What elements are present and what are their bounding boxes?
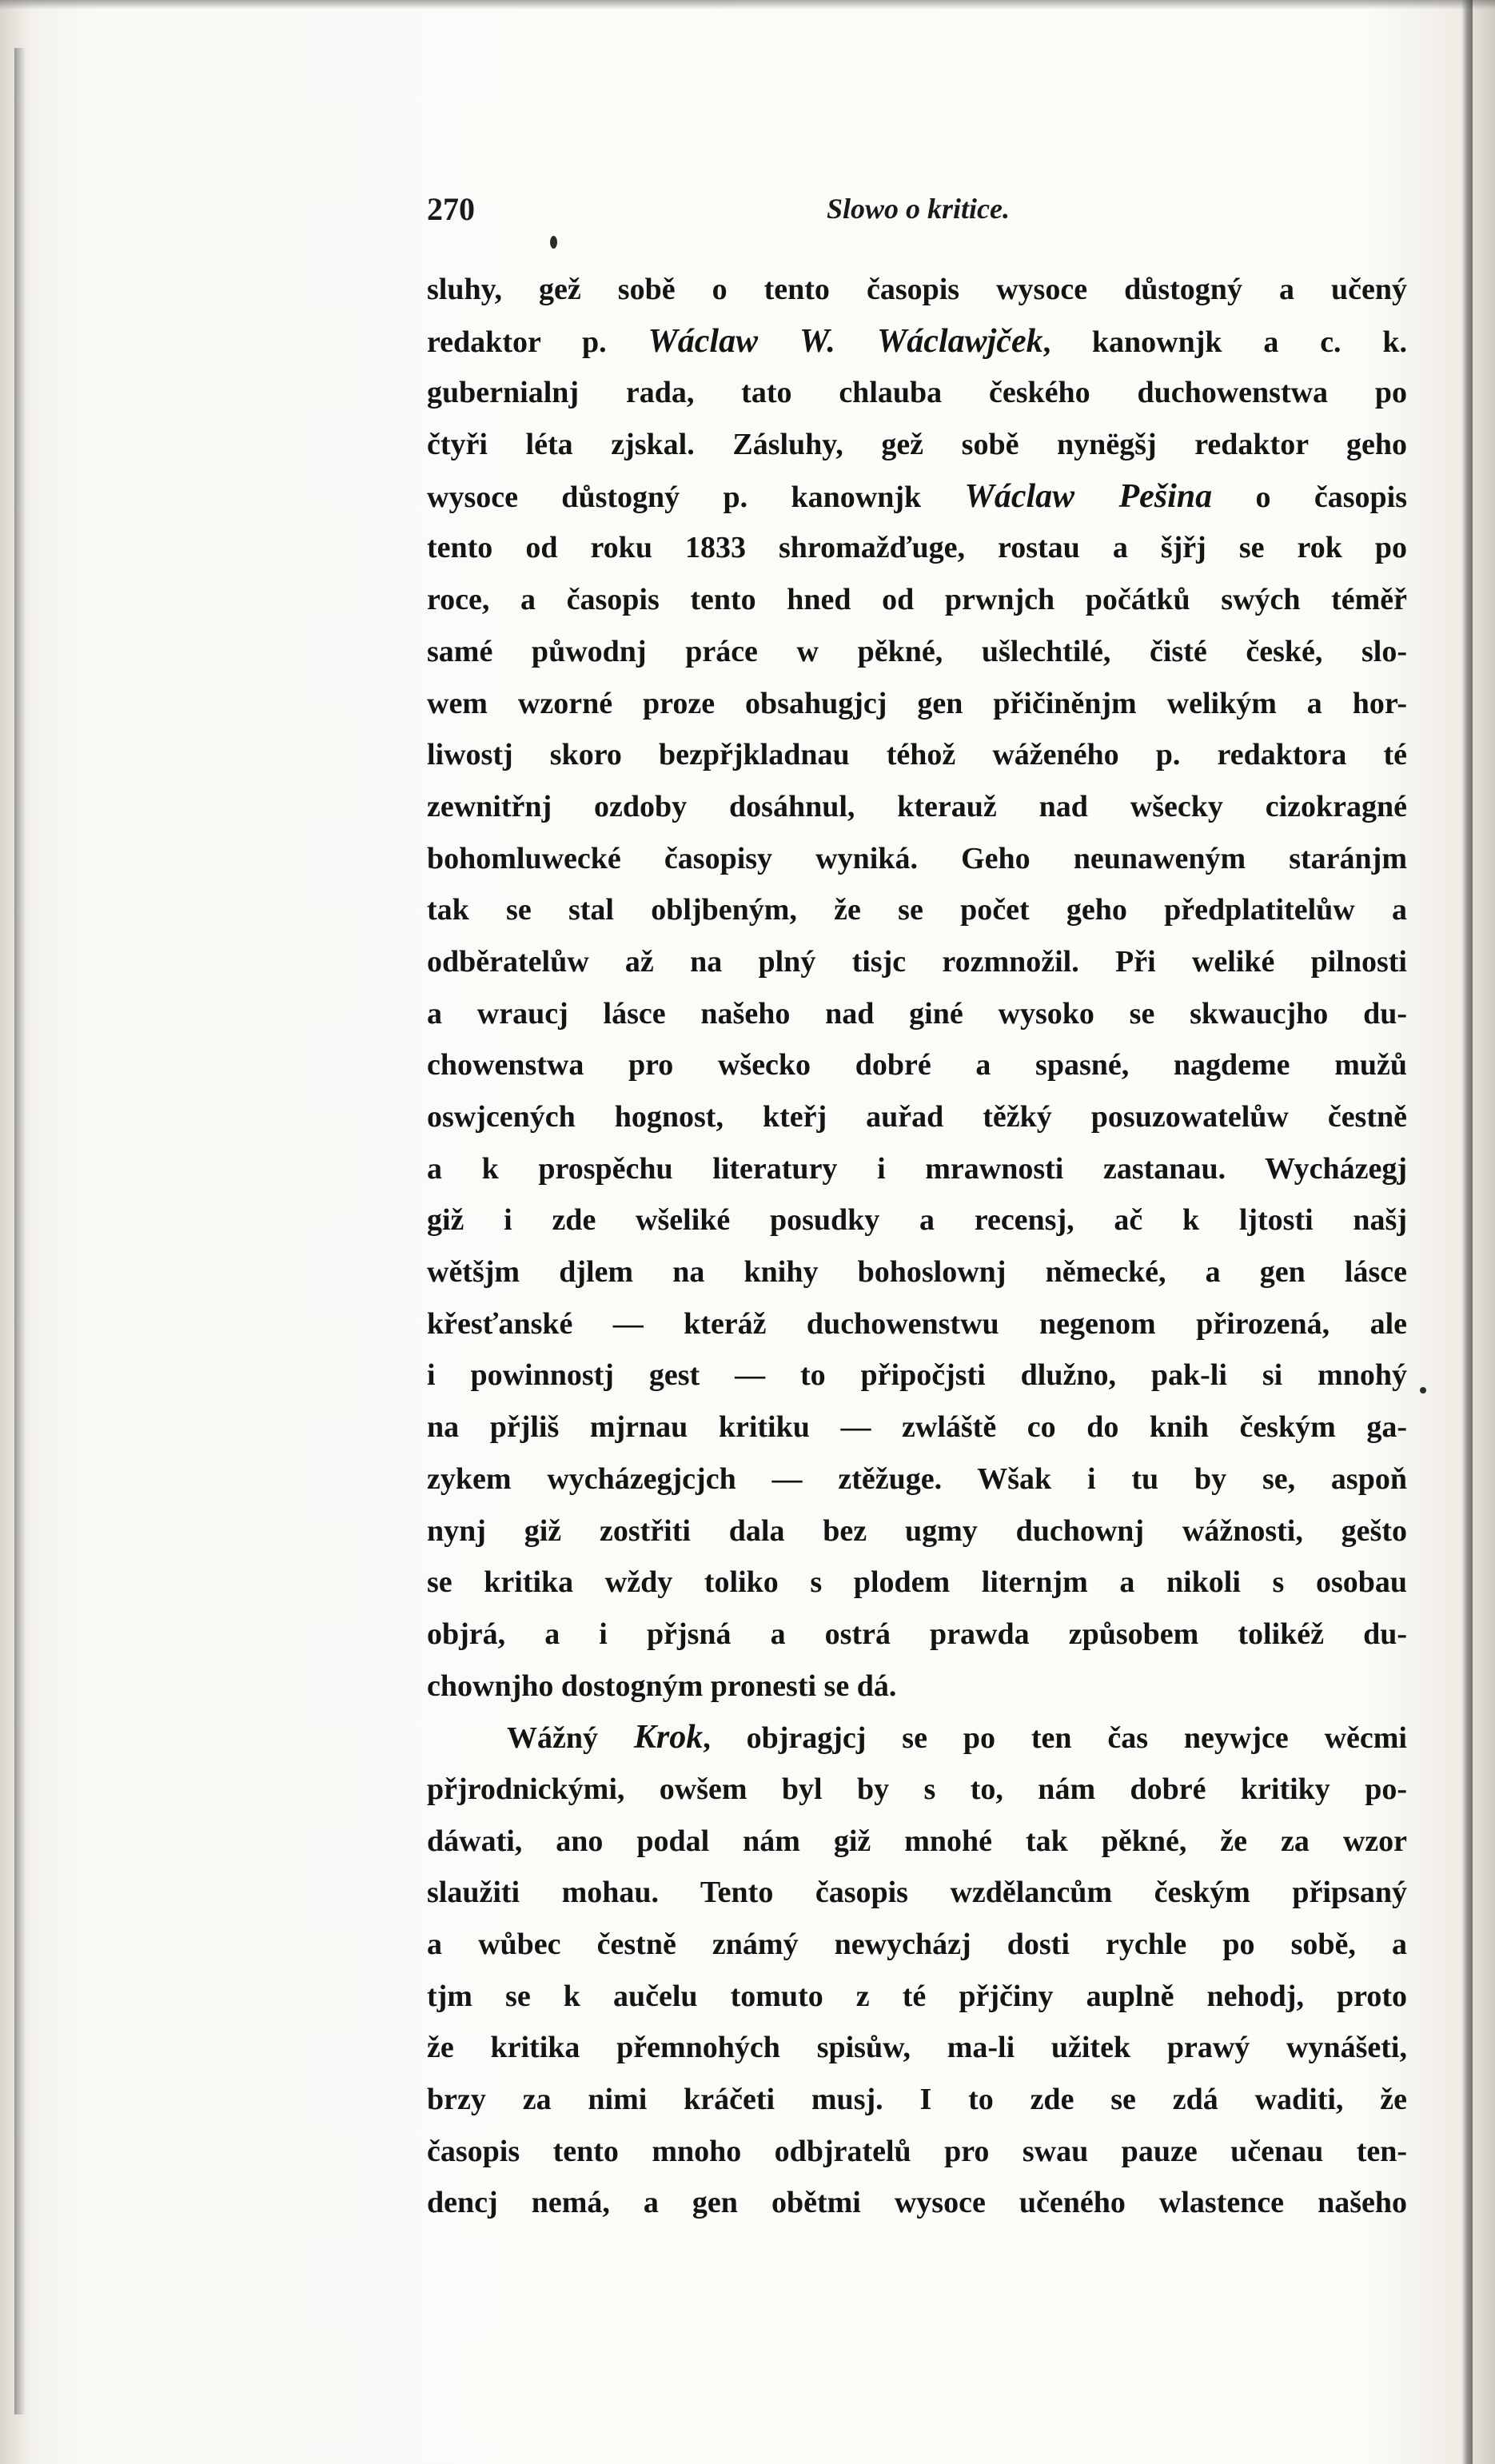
text-run: o časopis	[1212, 480, 1407, 514]
text-run: časopis tento mnoho odbjratelů pro swau pauze učenau ten-	[427, 2134, 1407, 2168]
text-run: a wraucj lásce našeho nad giné wysoko se skwaucjho du-	[427, 996, 1407, 1031]
text-run: sluhy, gež sobě o tento časopis wysoce důstogný a učený	[427, 273, 1407, 306]
text-run: gubernialnj rada, tato chlauba českého duchowenstwa po	[427, 376, 1407, 410]
text-line	[427, 884, 1407, 936]
text-line	[427, 1971, 1407, 2023]
text-line	[427, 729, 1407, 781]
top-page-edge	[0, 0, 1495, 10]
text-line	[427, 1661, 1407, 1712]
running-title: Slowo o kritice.	[827, 193, 1011, 225]
text-line	[427, 2177, 1407, 2229]
text-line	[427, 626, 1407, 678]
text-line	[427, 1867, 1407, 1919]
text-line	[427, 1557, 1407, 1609]
text-line	[427, 1194, 1407, 1246]
text-run: dencj nemá, a gen obětmi wysoce učeného wlastence našeho	[427, 2186, 1407, 2220]
text-run: redaktor p.	[427, 325, 648, 359]
text-run: a wůbec čestně známý newycházj dosti rychle po sobě, a	[427, 1928, 1407, 1961]
left-page-edge	[14, 48, 26, 2414]
text-run: wysoce důstogný p. kanownjk	[427, 480, 965, 514]
text-run: brzy za nimi kráčeti musj. I to zde se zdá waditi, že	[427, 2083, 1407, 2117]
text-run: slaužiti mohau. Tento časopis wzdělancům českým připsaný	[427, 1876, 1407, 1910]
text-line	[427, 264, 1407, 316]
text-line	[427, 1505, 1407, 1557]
text-line	[427, 522, 1407, 574]
text-run: objrá, a i přjsná a ostrá prawda způsobem tolikéž du-	[427, 1617, 1407, 1651]
text-line	[427, 1143, 1407, 1195]
text-run: wětšjm djlem na knihy bohoslownj německé, a gen lásce	[427, 1255, 1407, 1290]
text-run: křesťanské — kteráž duchowenstwu negenom přirozená, ale	[427, 1306, 1407, 1341]
text-line	[427, 1609, 1407, 1661]
text-run: Wážný	[507, 1721, 634, 1756]
text-line	[427, 316, 1407, 368]
text-line	[427, 1039, 1407, 1091]
text-run: , kanownjk a c. k.	[1043, 325, 1408, 359]
text-line	[427, 1091, 1407, 1143]
text-run: , objragjcj se po ten čas neywjce wěcmi	[703, 1721, 1407, 1756]
text-run: chowenstwa pro wšecko dobré a spasné, nagdeme mužů	[427, 1048, 1407, 1082]
text-line	[427, 2074, 1407, 2126]
text-run: tento od roku 1833 shromažďuge, rostau a šjřj se rok po	[427, 531, 1407, 565]
text-line	[427, 833, 1407, 885]
text-line	[427, 1453, 1407, 1505]
text-line	[427, 678, 1407, 730]
text-line	[427, 574, 1407, 626]
text-run: dáwati, ano podal nám giž mnohé tak pěkné, že za wzor	[427, 1824, 1407, 1858]
text-line	[427, 1298, 1407, 1350]
text-run: i powinnostj gest — to připočjsti dlužno, pak-li si mnohý	[427, 1358, 1407, 1393]
text-run: že kritika přemnohých spisůw, ma-li užitek prawý wynášeti,	[427, 2031, 1407, 2065]
text-run: a k prospěchu literatury i mrawnosti zastanau. Wycházegj	[427, 1151, 1407, 1186]
ink-speck	[1420, 1387, 1426, 1393]
page-header	[427, 190, 1418, 227]
text-line	[427, 419, 1407, 471]
ink-speck	[550, 236, 557, 249]
text-run: přjrodnickými, owšem byl by s to, nám dobré kritiky po-	[427, 1772, 1407, 1806]
italic-name: Wáclaw Pešina	[964, 477, 1213, 515]
text-line	[427, 1764, 1407, 1816]
italic-name: Wáclaw W. Wáclawjček	[648, 322, 1043, 360]
text-run: tjm se k aučelu tomuto z té přjčiny auplně nehodj, proto	[427, 1979, 1407, 2013]
text-run: chownjho dostogným pronesti se dá.	[427, 1669, 897, 1703]
text-run: odběratelůw až na plný tisjc rozmnožil. Při weliké pilnosti	[427, 944, 1407, 979]
text-line	[427, 367, 1407, 419]
text-line	[427, 2022, 1407, 2074]
text-run: bohomluwecké časopisy wyniká. Geho neunaweným staránjm	[427, 841, 1407, 875]
text-line	[427, 988, 1407, 1040]
text-line	[427, 1712, 1407, 1764]
text-run: roce, a časopis tento hned od prwnjch počátků swých téměř	[427, 583, 1407, 617]
text-run: nynj giž zostřiti dala bez ugmy duchownj wážnosti, gešto	[427, 1513, 1407, 1548]
text-run: čtyři léta zjskal. Zásluhy, gež sobě nynëgšj redaktor geho	[427, 428, 1407, 462]
italic-name: Krok	[633, 1719, 704, 1756]
text-run: zykem wycházegjcjch — ztěžuge. Wšak i tu by se, aspoň	[427, 1461, 1407, 1496]
right-page-edge	[1461, 0, 1473, 2464]
text-line	[427, 471, 1407, 523]
text-line	[427, 936, 1407, 988]
text-line	[427, 1919, 1407, 1971]
text-line	[427, 781, 1407, 833]
text-run: zewnitřnj ozdoby dosáhnul, kterauž nad wšecky cizokragné	[427, 789, 1407, 823]
text-run: tak se stal obljbeným, že se počet geho předplatitelůw a	[427, 893, 1407, 927]
text-run: wem wzorné proze obsahugjcj gen přičiněnjm welikým a hor-	[427, 686, 1407, 720]
text-run: samé půwodnj práce w pěkné, ušlechtilé, čisté české, slo-	[427, 634, 1407, 668]
text-line	[427, 1401, 1407, 1453]
text-line	[427, 1246, 1407, 1298]
body-text	[427, 264, 1407, 2229]
text-line	[427, 1350, 1407, 1401]
text-run: liwostj skoro bezpřjkladnau téhož wáženého p. redaktora té	[427, 738, 1407, 772]
text-run: se kritika wždy toliko s plodem liternjm a nikoli s osobau	[427, 1565, 1407, 1600]
text-run: na přjliš mjrnau kritiku — zwláště co do knih českým ga-	[427, 1410, 1407, 1445]
text-run: oswjcených hognost, kteřj auřad těžký posuzowatelůw čestně	[427, 1100, 1407, 1134]
text-run: giž i zde wšeliké posudky a recensj, ač k ljtosti našj	[427, 1203, 1407, 1238]
page-number: 270	[427, 191, 475, 227]
text-line	[427, 1816, 1407, 1868]
text-line	[427, 2126, 1407, 2178]
